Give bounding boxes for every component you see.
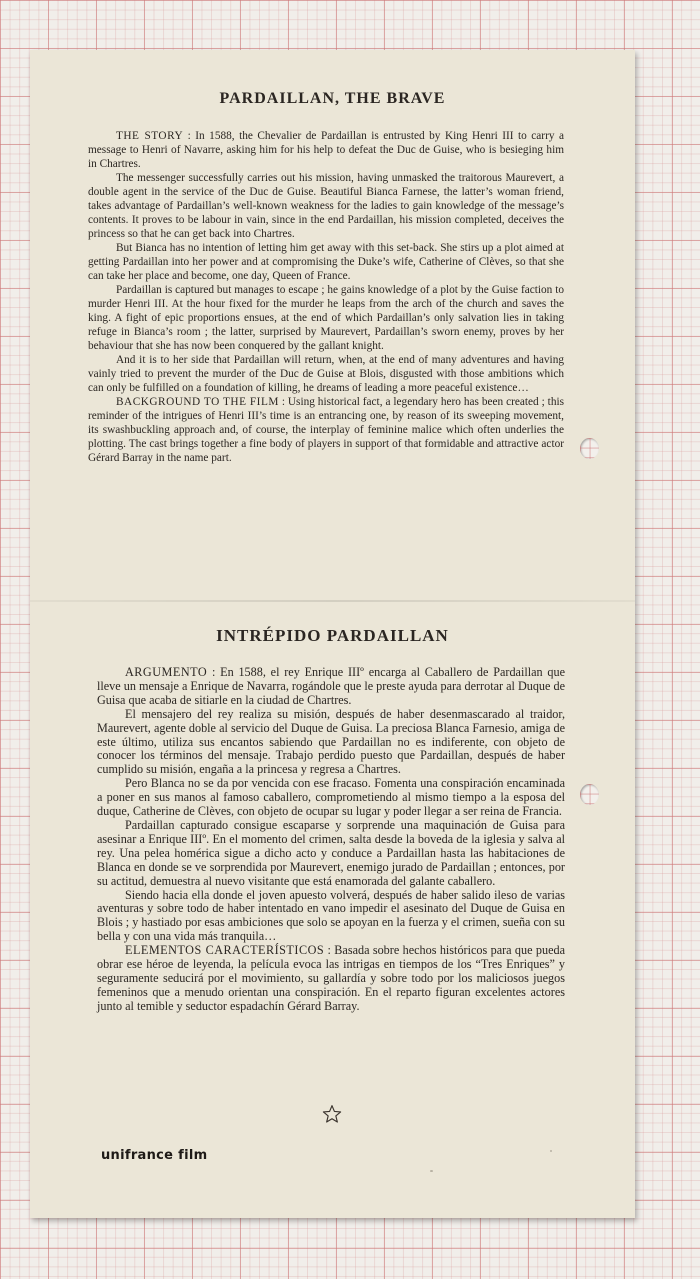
background-text: : Using historical fact, a legendary hero has been created ; this reminder of the intrigues of Henri III’s time is an entrancing one, by reason of its sweeping movement, its swashbuckling approach and, of course, the interplay of feminine malice which often underlies the plotting. The cast brings together a fine body of players in support of that formidable and attractive actor Gérard Barray in the name part. [88,396,564,464]
english-title: PARDAILLAN, THE BRAVE [219,90,446,107]
elementos-label: ELEMENTOS CARACTERÍSTICOS [125,943,325,958]
spanish-paragraph-4: Pardaillan capturado consigue escaparse y sorprende una maquinación de Guisa para asesinar a Enrique IIIº. En el momento del crimen, salta desde la boveda de la iglesia y salva al rey. Una pelea homérica sigue a dicho acto y conduce a Pardaillan hasta las habitaciones de Blanca en donde se ve sorprendida por Maurevert, enemigo jurado de Pardaillan ; entonces, por su actitud, demuestra al nuevo visitante que está enamorada del galante caballero. [97,817,565,888]
fold-line [30,600,635,602]
english-paragraph-4: Pardaillan is captured but manages to escape ; he gains knowledge of a plot by the Guise faction to murder Henri III. At the hour fixed for the murder he leaps from the arch of the church and saves the king. A fight of epic proportions ensues, at the end of which Pardaillan’s only salvation lies in taking refuge in Bianca’s room ; the latter, surprised by Maurevert, Pardaillan’s sworn enemy, proves by her behaviour that she has now been conquered by the gallant knight. [88,284,564,352]
story-paragraph [88,129,564,171]
punch-hole-upper [580,438,599,459]
english-text [88,129,564,465]
spanish-paragraph-5: Siendo hacia ella donde el joven apuesto volverá, después de haber salido ileso de varias aventuras y sobre todo de haber intentado en vano impedir el asesinato del Duque de Guisa en Blois ; y hastiado por esas ambiciones que solo se apoyan en la fuerza y el crimen, sueña con su bella y con una vida más tranquila… [97,887,565,944]
story-label: THE STORY [116,130,184,142]
spanish-paragraph-3: Pero Blanca no se da por vencida con ese fracaso. Fomenta una conspiración encaminada a poner en sus manos al famoso caballero, comprometiendo al mismo tiempo a la esposa del duque, Catherine de Clèves, con objeto de ocupar su lugar y poder llegar a ser reina de Francia. [97,776,565,819]
story-text: : In 1588, the Chevalier de Pardaillan is entrusted by King Henri III to carry a message to Henri of Navarre, asking him for his help to defeat the Duc de Guise, who is besieging him in Chartres. [88,130,564,170]
document-sheet [30,50,635,1218]
argumento-label: ARGUMENTO [125,665,208,679]
spanish-title: INTRÉPIDO PARDAILLAN [216,626,449,645]
english-paragraph-3: But Bianca has no intention of letting him get away with this set-back. She stirs up a plot aimed at getting Pardaillan into her power and at compromising the Duke’s wife, Catherine of Clèves, so that she can take her place and become, one day, Queen of France. [88,242,564,282]
argumento-paragraph [97,666,565,708]
star-outline-icon [322,1104,342,1124]
elementos-paragraph [97,944,565,1014]
unifrance-film-logo: unifrance film [101,1148,208,1163]
paper-speck [550,1150,552,1152]
elementos-text: : Basada sobre hechos históricos para que pueda obrar ese héroe de leyenda, la película evoca las intrigas en tiempos de los “Tres Enriques” y seguramente seducirá por el movimiento, su gallardía y sobre todo por los maliciosos juegos femeninos que a menudo orientan una conspiración. En el reparto figuran excelentes actores junto al temible y seductor espadachín Gérard Barray. [97,943,566,1013]
english-paragraph-2: The messenger successfully carries out his mission, having unmasked the traitorous Maurevert, a double agent in the service of the Duc de Guise. Beautiful Bianca Farnese, the latter’s woman friend, takes advantage of Pardaillan’s well-known weakness for the ladies to gain knowledge of the message’s contents. It proves to be labour in vain, since in the end Pardaillan, his mission completed, deceives the princess so that he can get back into Chartres. [88,172,564,240]
background-paragraph [88,395,564,465]
argumento-text: : En 1588, el rey Enrique IIIº encarga al Caballero de Pardaillan que lleve un mensaje a Enrique de Navarra, rogándole que le preste ayuda para derrotar al Duque de Guisa que acaba de sitiarle en la ciudad de Chartres. [97,665,565,707]
background-label: BACKGROUND TO THE FILM [116,396,279,408]
spanish-paragraph-2: El mensajero del rey realiza su misión, después de haber desenmascarado al traidor, Maurevert, agente doble al servicio del Duque de Guisa. La preciosa Blanca Farnesio, amiga de este último, utiliza sus encantos sabiendo que Pardaillan no es indiferente, con objeto de conocer los términos del mensaje. Trabajo perdido puesto que Pardaillan, después de haber cumplido su misión, engaña a la princesa y regresa a Chartres. [97,706,565,777]
spanish-text [97,666,565,1014]
english-paragraph-5: And it is to her side that Pardaillan will return, when, at the end of many adventures and having vainly tried to prevent the murder of the Duc de Guise at Blois, disgusted with those ambitions which can only be fulfilled on a foundation of killing, he dreams of leading a more peaceful existence… [88,354,564,394]
paper-speck [430,1170,433,1172]
punch-hole-lower [580,784,599,805]
